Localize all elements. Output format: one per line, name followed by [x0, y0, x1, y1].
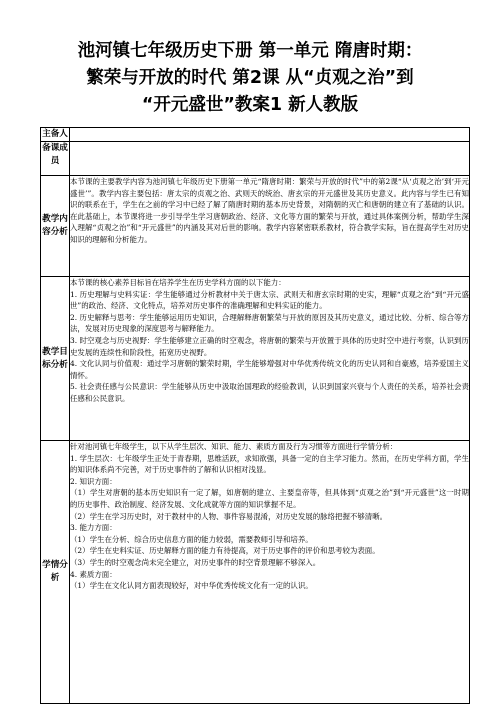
- paragraph: （2）学生在史料实证、历史解释方面的能力有待提高，对于历史事件的评价和思考较为表面。: [70, 546, 380, 556]
- lesson-plan-table: [40, 127, 470, 704]
- row-members: [41, 142, 470, 176]
- title-line-3: “开元盛世”教案1 新人教版: [141, 95, 359, 115]
- paragraph: 1. 历史理解与史料实证：学生能够通过分析教材中关于唐太宗、武则天和唐玄宗时期的史实，理解“贞观之治”到“开元盛世”的政治、经济、文化特点，培养对历史事件的准确理解和史料实证的能力。: [70, 289, 469, 311]
- label-learner-analysis: 学情分析: [41, 441, 70, 704]
- label-preparer: 主备人: [41, 128, 70, 142]
- paragraph: 5. 社会责任感与公民意识：学生能够从历史中汲取治国理政的经验教训，认识到国家兴衰与个人责任的关系，培养社会责任感和公民意识。: [70, 382, 469, 403]
- paragraph: 3. 能力方面：: [70, 523, 117, 533]
- paragraph: （3）学生的时空观念尚未完全建立，对历史事件的时空背景理解不够深入。: [70, 557, 321, 567]
- paragraph: 本节课的核心素养目标旨在培养学生在历史学科方面的以下能力：: [70, 278, 286, 287]
- row-preparer: [41, 128, 470, 142]
- row-objectives: [41, 277, 470, 441]
- paragraph: 2. 知识方面：: [70, 476, 117, 486]
- paragraph: 2. 历史解释与思考：学生能够运用历史知识，合理解释唐朝繁荣与开放的原因及其历史意义，通过比较、分析、综合等方法，发展对历史现象的深度思考与解释能力。: [70, 312, 469, 334]
- content-members: [70, 142, 470, 176]
- row-content-analysis: [41, 176, 470, 277]
- document-title: [14, 38, 486, 119]
- objectives-text: [70, 277, 470, 441]
- paragraph: 针对池河镇七年级学生，以下从学生层次、知识、能力、素质方面及行为习惯等方面进行学情分析：: [70, 442, 398, 451]
- title-line-2: 繁荣与开放的时代 第2课 从“贞观之治”到: [86, 68, 414, 88]
- paragraph: （1）学生在文化认同方面表现较好，对中华优秀传统文化有一定的认识。: [70, 581, 313, 591]
- label-content-analysis: 教学内容分析: [41, 176, 70, 277]
- paragraph: 1. 学生层次：七年级学生正处于青春期，思维活跃，求知欲强，具备一定的自主学习能力。然而，在历史学科方面，学生的知识体系尚不完善，对于历史事件的了解和认识相对浅显。: [70, 453, 469, 475]
- label-members: 备课成员: [41, 142, 70, 176]
- paragraph: 3. 时空观念与历史视野：学生能够建立正确的时空观念，将唐朝的繁荣与开放置于具体的历史时空中进行考察，认识到历史发展的连续性和阶段性，拓宽历史视野。: [70, 335, 469, 357]
- paragraph: 本节课的主要教学内容为池河镇七年级历史下册第一单元“隋唐时期：繁荣与开放的时代”中的第2课“从‘贞观之治’到‘开元盛世’”。教学内容主要包括：唐太宗的贞观之治、武则天的统治、唐玄宗的开元盛世及其历史意义。此内容与学生已有知识的联系在于，学生在之前的学习中已经了解了隋唐时期的基本历史背景，对隋朝的灭亡和唐朝的建立有了基础的认识。在此基础上，本节课将进一步引导学生学习唐朝政治、经济、文化等方面的繁荣与开放，通过具体案例分析，帮助学生深入理解“贞观之治”和“开元盛世”的内涵及其对后世的影响。教学内容紧密联系教材，符合教学实际，旨在提高学生对历史知识的理解和分析能力。: [70, 177, 469, 244]
- row-learner-analysis: [41, 441, 470, 704]
- paragraph: 4. 素质方面：: [70, 569, 117, 579]
- label-objectives: 教学目标分析: [41, 277, 70, 441]
- paragraph: 4. 文化认同与价值观：通过学习唐朝的繁荣时期，学生能够增强对中华优秀传统文化的历史认同和自豪感，培养爱国主义情怀。: [70, 359, 469, 380]
- content-analysis-text: [70, 176, 470, 277]
- paragraph: （1）学生对唐朝的基本历史知识有一定了解，如唐朝的建立、主要皇帝等，但具体到“贞观之治”到“开元盛世”这一时期的历史事件、政治制度、经济发展、文化成就等方面的知识掌握不足。: [70, 488, 469, 509]
- paragraph: （1）学生在分析、综合历史信息方面的能力较弱，需要教师引导和培养。: [70, 534, 313, 544]
- learner-analysis-text: [70, 441, 470, 704]
- paragraph: （2）学生在学习历史时，对于教材中的人物、事件容易混淆，对历史发展的脉络把握不够清晰。: [70, 511, 388, 521]
- title-line-1: 池河镇七年级历史下册 第一单元 隋唐时期：: [77, 41, 423, 61]
- content-preparer: [70, 128, 470, 142]
